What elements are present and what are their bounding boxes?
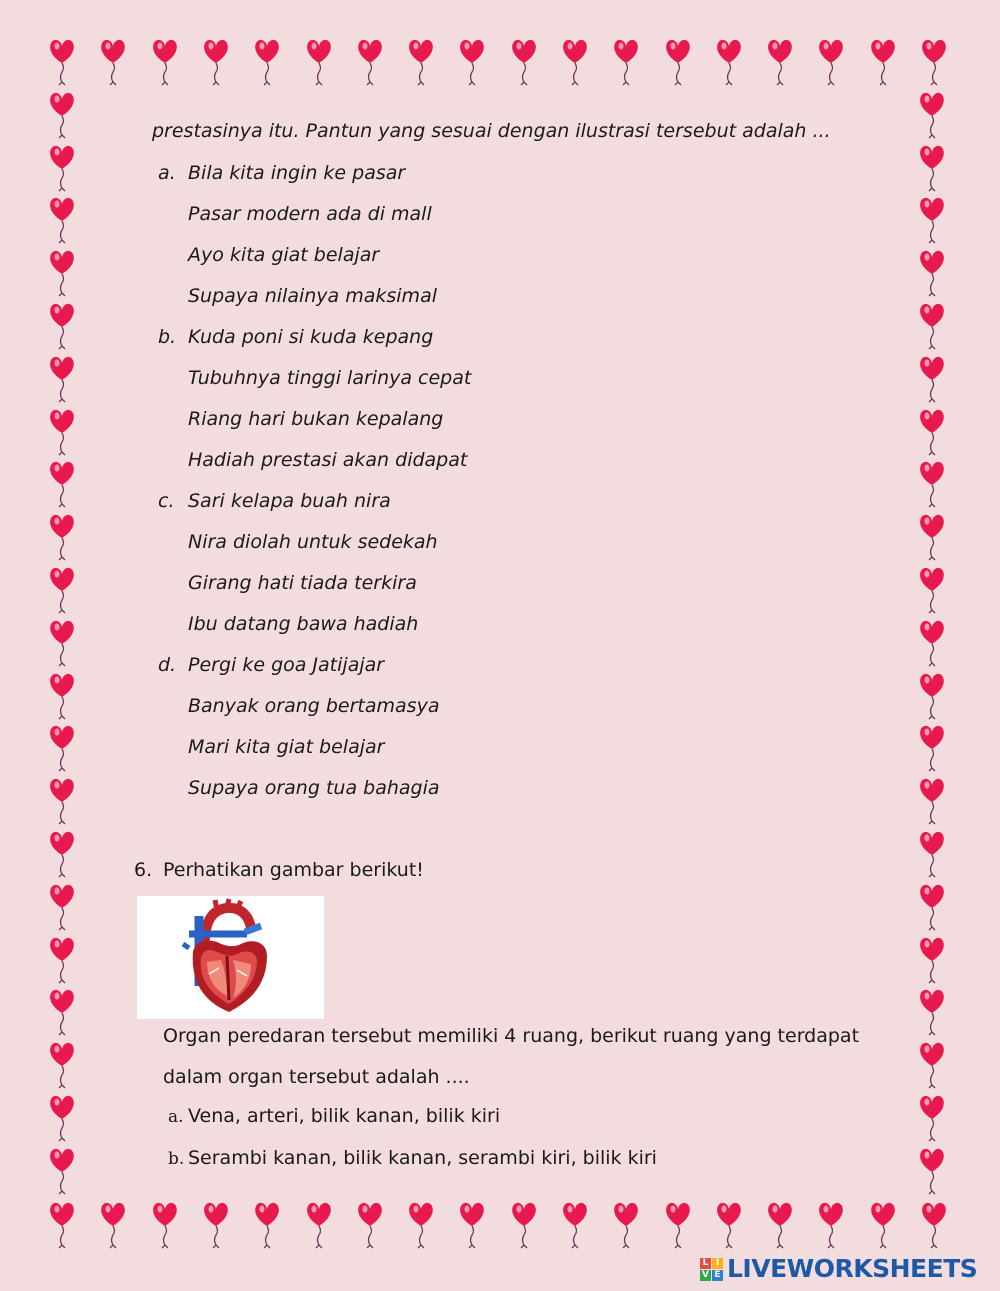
- option-marker: c.: [158, 490, 175, 512]
- heart-balloon-icon: [920, 832, 944, 877]
- heart-balloon-icon: [871, 40, 895, 85]
- heart-balloon-icon: [920, 146, 944, 191]
- question5-intro: prestasinya itu. Pantun yang sesuai dengan ilustrasi tersebut adalah ...: [152, 120, 831, 142]
- heart-balloon-icon: [920, 674, 944, 719]
- heart-balloon-icon: [666, 1203, 690, 1248]
- heart-balloon-icon: [920, 1149, 944, 1194]
- heart-balloon-icon: [920, 251, 944, 296]
- heart-balloon-icon: [920, 1096, 944, 1141]
- logo-letter-e: E: [712, 1270, 723, 1281]
- heart-balloon-icon: [920, 726, 944, 771]
- logo-letter-l: L: [700, 1258, 711, 1269]
- heart-balloon-icon: [255, 1203, 279, 1248]
- heart-balloon-icon: [920, 410, 944, 455]
- heart-balloon-icon: [50, 990, 74, 1035]
- heart-balloon-icon: [50, 885, 74, 930]
- heart-balloon-icon: [50, 621, 74, 666]
- heart-balloon-icon: [563, 1203, 587, 1248]
- heart-balloon-icon: [409, 40, 433, 85]
- heart-balloon-icon: [920, 304, 944, 349]
- heart-balloon-icon: [50, 938, 74, 983]
- heart-balloon-icon: [50, 515, 74, 560]
- heart-balloon-icon: [50, 1149, 74, 1194]
- option-line: Kuda poni si kuda kepang: [188, 326, 434, 348]
- option-line: Pasar modern ada di mall: [188, 203, 432, 225]
- human-heart-icon: [137, 896, 324, 1019]
- heart-balloon-icon: [871, 1203, 895, 1248]
- option-line: Bila kita ingin ke pasar: [188, 162, 406, 184]
- option-line: Nira diolah untuk sedekah: [188, 531, 438, 553]
- heart-balloon-icon: [50, 357, 74, 402]
- heart-balloon-icon: [358, 1203, 382, 1248]
- heart-balloon-icon: [307, 1203, 331, 1248]
- logo-text: LIVEWORKSHEETS: [727, 1254, 978, 1283]
- option-marker: a.: [168, 1107, 184, 1127]
- heart-balloon-icon: [50, 779, 74, 824]
- heart-balloon-icon: [409, 1203, 433, 1248]
- heart-balloon-icon: [920, 198, 944, 243]
- heart-balloon-icon: [819, 1203, 843, 1248]
- option-line: Hadiah prestasi akan didapat: [188, 449, 468, 471]
- heart-balloon-icon: [920, 779, 944, 824]
- option-line: Supaya orang tua bahagia: [188, 777, 440, 799]
- option-marker: b.: [158, 326, 177, 348]
- heart-balloon-icon: [768, 40, 792, 85]
- heart-balloon-icon: [101, 1203, 125, 1248]
- option-line: Supaya nilainya maksimal: [188, 285, 437, 307]
- question6-number: 6.: [134, 859, 153, 881]
- heart-balloon-icon: [512, 1203, 536, 1248]
- heart-balloon-icon: [50, 568, 74, 613]
- heart-balloon-icon: [50, 93, 74, 138]
- heart-balloon-icon: [563, 40, 587, 85]
- logo-letter-v: V: [700, 1270, 711, 1281]
- option-marker: d.: [158, 654, 177, 676]
- heart-balloon-icon: [50, 462, 74, 507]
- heart-balloon-icon: [50, 1096, 74, 1141]
- option-line: Pergi ke goa Jatijajar: [188, 654, 385, 676]
- heart-balloon-icon: [922, 40, 946, 85]
- heart-balloon-icon: [50, 1203, 74, 1248]
- option-line: Girang hati tiada terkira: [188, 572, 417, 594]
- heart-balloon-icon: [460, 1203, 484, 1248]
- heart-balloon-icon: [717, 40, 741, 85]
- heart-balloon-icon: [920, 938, 944, 983]
- heart-balloon-icon: [666, 40, 690, 85]
- question6-body-line2: dalam organ tersebut adalah ....: [163, 1066, 470, 1088]
- option-line: Riang hari bukan kepalang: [188, 408, 444, 430]
- heart-balloon-icon: [920, 885, 944, 930]
- option-line: Banyak orang bertamasya: [188, 695, 440, 717]
- heart-balloon-icon: [50, 726, 74, 771]
- option-line: Sari kelapa buah nira: [188, 490, 391, 512]
- question6-prompt: Perhatikan gambar berikut!: [163, 859, 424, 881]
- heart-balloon-icon: [920, 621, 944, 666]
- heart-balloon-icon: [819, 40, 843, 85]
- heart-balloon-icon: [717, 1203, 741, 1248]
- heart-balloon-icon: [920, 568, 944, 613]
- heart-balloon-icon: [204, 40, 228, 85]
- heart-balloon-icon: [920, 462, 944, 507]
- heart-balloon-icon: [50, 198, 74, 243]
- heart-balloon-icon: [50, 832, 74, 877]
- heart-balloon-icon: [50, 304, 74, 349]
- heart-balloon-icon: [153, 40, 177, 85]
- heart-balloon-icon: [153, 1203, 177, 1248]
- option-text: Serambi kanan, bilik kanan, serambi kiri, bilik kiri: [188, 1147, 657, 1169]
- heart-balloon-icon: [922, 1203, 946, 1248]
- heart-balloon-icon: [614, 40, 638, 85]
- heart-balloon-icon: [920, 1043, 944, 1088]
- option-line: Mari kita giat belajar: [188, 736, 385, 758]
- heart-balloon-icon: [50, 40, 74, 85]
- heart-balloon-icon: [920, 990, 944, 1035]
- heart-balloon-icon: [920, 357, 944, 402]
- heart-balloon-icon: [920, 93, 944, 138]
- heart-balloon-icon: [50, 1043, 74, 1088]
- heart-balloon-icon: [50, 410, 74, 455]
- logo-letter-i: I: [712, 1258, 723, 1269]
- heart-balloon-icon: [50, 146, 74, 191]
- option-text: Vena, arteri, bilik kanan, bilik kiri: [188, 1105, 501, 1127]
- heart-balloon-icon: [768, 1203, 792, 1248]
- heart-balloon-icon: [204, 1203, 228, 1248]
- option-marker: a.: [158, 162, 176, 184]
- option-line: Ayo kita giat belajar: [188, 244, 380, 266]
- question6-body-line1: Organ peredaran tersebut memiliki 4 ruang, berikut ruang yang terdapat: [163, 1025, 860, 1047]
- heart-balloon-icon: [460, 40, 484, 85]
- heart-balloon-icon: [50, 674, 74, 719]
- heart-balloon-icon: [614, 1203, 638, 1248]
- heart-balloon-icon: [255, 40, 279, 85]
- heart-balloon-icon: [101, 40, 125, 85]
- heart-balloon-icon: [358, 40, 382, 85]
- option-line: Ibu datang bawa hadiah: [188, 613, 419, 635]
- heart-balloon-icon: [920, 515, 944, 560]
- heart-balloon-icon: [50, 251, 74, 296]
- heart-balloon-icon: [307, 40, 331, 85]
- option-line: Tubuhnya tinggi larinya cepat: [188, 367, 472, 389]
- heart-balloon-icon: [512, 40, 536, 85]
- option-marker: b.: [168, 1149, 185, 1169]
